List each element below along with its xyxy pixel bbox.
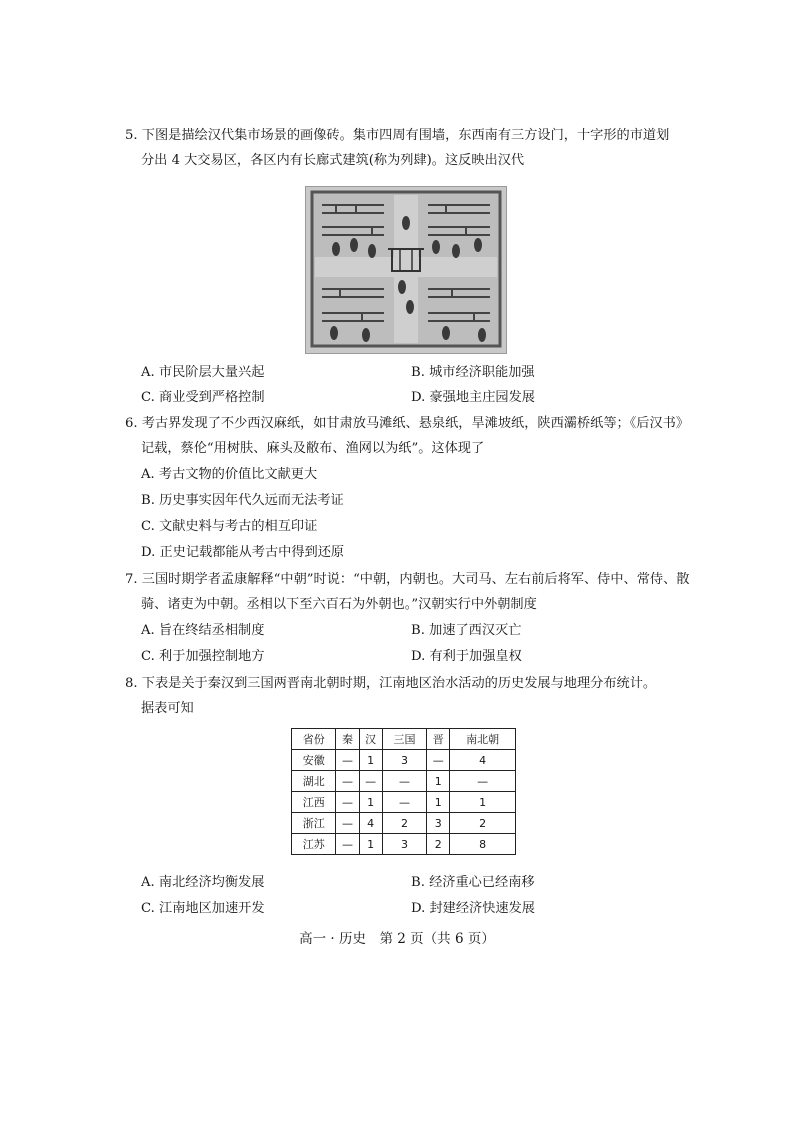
table-row [292,771,516,792]
header-han: 汉 [359,729,382,750]
header-province: 省份 [292,729,336,750]
q6-option-c[interactable]: C. 文献史料与考古的相互印证 [141,519,318,534]
table-row [292,834,516,855]
table-cell: — [336,771,359,792]
table-cell: — [336,750,359,771]
table-cell: 2 [450,813,516,834]
table-cell: — [336,834,359,855]
table-cell: 江苏 [292,834,336,855]
q7-option-a[interactable]: A. 旨在终结丞相制度 [141,623,265,638]
q8-option-d[interactable]: D. 封建经济快速发展 [411,901,535,916]
table-cell: 1 [427,771,450,792]
table-cell: 3 [382,750,426,771]
q8-option-a[interactable]: A. 南北经济均衡发展 [141,875,265,890]
han-market-brick-image [305,186,507,354]
table-header-row [292,729,516,750]
table-cell: 8 [450,834,516,855]
q7-stem-line2: 骑、诸吏为中朝。丞相以下至六百石为外朝也。”汉朝实行中外朝制度 [141,597,537,612]
q6-option-d[interactable]: D. 正史记载都能从考古中得到还原 [141,545,345,560]
q7-option-b[interactable]: B. 加速了西汉灭亡 [411,623,522,638]
header-three-kingdoms: 三国 [382,729,426,750]
table-row [292,813,516,834]
table-cell: — [336,813,359,834]
table-cell: — [382,792,426,813]
q5-stem-line2: 分出 4 大交易区，各区内有长廊式建筑(称为列肆)。这反映出汉代 [141,153,525,168]
table-cell: 4 [450,750,516,771]
table-cell: 2 [382,813,426,834]
table-cell: 1 [450,792,516,813]
header-jin: 晋 [427,729,450,750]
table-cell: 1 [359,792,382,813]
table-cell: 1 [359,834,382,855]
q8-option-b[interactable]: B. 经济重心已经南移 [411,875,535,890]
table-cell: 3 [427,813,450,834]
q5-option-a[interactable]: A. 市民阶层大量兴起 [141,365,265,380]
q5-stem-line1: 5. 下图是描绘汉代集市场景的画像砖。集市四周有围墙，东西南有三方设门，十字形的市道划 [125,128,670,143]
han-market-brick-illustration [306,187,506,353]
table-cell: — [359,771,382,792]
q8-stem-line2: 据表可知 [141,701,194,716]
q5-option-b[interactable]: B. 城市经济职能加强 [411,365,535,380]
q6-stem-line1: 6. 考古界发现了不少西汉麻纸，如甘肃放马滩纸、悬泉纸，旱滩坡纸，陕西灞桥纸等；《后汉书》 [125,416,690,431]
q7-stem-line1: 7. 三国时期学者孟康解释“中朝”时说：“中朝，内朝也。大司马、左右前后将军、侍中、常侍、散 [125,572,690,587]
q7-option-c[interactable]: C. 利于加强控制地方 [141,649,265,664]
q8-stem-line1: 8. 下表是关于秦汉到三国两晋南北朝时期，江南地区治水活动的历史发展与地理分布统计。 [125,676,657,691]
table-cell: 湖北 [292,771,336,792]
table-row [292,792,516,813]
q6-option-b[interactable]: B. 历史事实因年代久远而无法考证 [141,493,344,508]
table-cell: 浙江 [292,813,336,834]
table-cell: — [336,792,359,813]
table-cell: 1 [359,750,382,771]
table-cell: 江西 [292,792,336,813]
page-footer: 高一 · 历史 第 2 页（共 6 页） [299,931,495,947]
table-cell: — [382,771,426,792]
table-cell: 3 [382,834,426,855]
q6-stem-line2: 记载，蔡伦“用树肤、麻头及敝布、渔网以为纸”。这体现了 [141,441,485,456]
table-cell: — [450,771,516,792]
q5-option-d[interactable]: D. 豪强地主庄园发展 [411,390,535,405]
table-cell: 4 [359,813,382,834]
table-cell: 2 [427,834,450,855]
header-southern-northern: 南北朝 [450,729,516,750]
table-row [292,750,516,771]
header-qin: 秦 [336,729,359,750]
q5-option-c[interactable]: C. 商业受到严格控制 [141,390,265,405]
q7-option-d[interactable]: D. 有利于加强皇权 [411,649,522,664]
water-management-table [291,728,516,855]
table-cell: 1 [427,792,450,813]
table-cell: — [427,750,450,771]
table-cell: 安徽 [292,750,336,771]
q8-option-c[interactable]: C. 江南地区加速开发 [141,901,265,916]
q6-option-a[interactable]: A. 考古文物的价值比文献更大 [141,467,318,482]
